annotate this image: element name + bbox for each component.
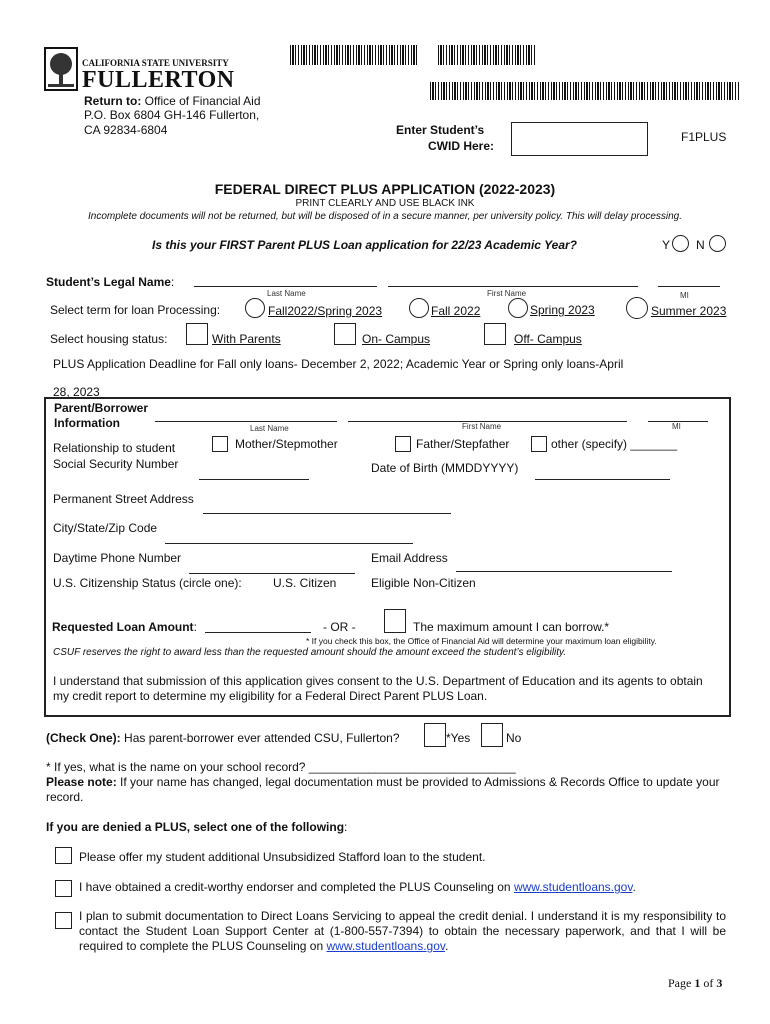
parent-title-2: Information [54, 416, 120, 430]
relationship-checkbox-father[interactable] [395, 436, 411, 452]
loan-amount-field[interactable] [205, 632, 311, 633]
attended-label-bold: (Check One): [46, 731, 121, 745]
return-to-value: Office of Financial Aid [144, 94, 261, 108]
dob-label: Date of Birth (MMDDYYYY) [371, 461, 519, 475]
barcode-top-left [290, 45, 418, 65]
email-field[interactable] [456, 571, 672, 572]
city-label: City/State/Zip Code [53, 521, 158, 535]
parent-last-name-caption: Last Name [250, 424, 289, 433]
cwid-input[interactable] [511, 122, 648, 156]
term-fall-label: Fall 2022 [431, 304, 481, 318]
attended-question [46, 731, 400, 745]
student-mi-field[interactable] [658, 286, 720, 287]
citizenship-us-citizen[interactable]: U.S. Citizen [273, 576, 337, 590]
loan-amount-label [52, 620, 197, 634]
name-change-note [46, 775, 736, 805]
consent-text: I understand that submission of this application gives consent to the U.S. Department of Education and its agents to obtain my credit report to determine my eligibility for a Federal Direct Parent PLUS Loan. [53, 674, 703, 703]
housing-checkbox-with-parents[interactable] [186, 323, 208, 345]
school-record-question: * If yes, what is the name on your school record? _______________________________ [46, 760, 516, 774]
term-fall-spring-label: Fall2022/Spring 2023 [268, 304, 383, 318]
denied-option3-checkbox[interactable] [55, 912, 72, 929]
email-label: Email Address [371, 551, 448, 565]
ssn-label: Social Security Number [53, 457, 179, 471]
street-label: Permanent Street Address [53, 492, 194, 506]
max-amount-checkbox[interactable] [384, 609, 406, 633]
csuf-logo [44, 45, 235, 93]
denied-heading-colon: : [344, 820, 348, 834]
denied-option2-checkbox[interactable] [55, 880, 72, 897]
deadline-line1: PLUS Application Deadline for Fall only loans- December 2, 2022; Academic Year or Spring only loans-April [53, 357, 624, 371]
name-change-note-rest: If your name has changed, legal documentation must be provided to Admissions & Records Office to update your record. [46, 775, 720, 804]
relationship-mother-label: Mother/Stepmother [235, 437, 338, 451]
denied-heading [46, 820, 347, 834]
denied-option1-label: Please offer my student additional Unsubsidized Stafford loan to the student. [79, 850, 486, 864]
citizenship-eligible-non-citizen[interactable]: Eligible Non-Citizen [371, 576, 476, 590]
dob-field[interactable] [535, 479, 670, 480]
page-current: 1 [694, 976, 701, 990]
barcode-top-right [438, 45, 536, 65]
term-summer-label: Summer 2023 [651, 304, 727, 318]
housing-label: Select housing status: [50, 332, 168, 346]
denied-option2-end: . [632, 880, 636, 894]
student-name-colon: : [170, 275, 175, 289]
denied-option3-end: . [445, 939, 449, 953]
relationship-other-label: other (specify) _______ [551, 437, 678, 451]
term-radio-spring[interactable] [508, 298, 528, 318]
studentloans-link-1[interactable]: www.studentloans.gov [513, 880, 633, 894]
attended-no-label: No [506, 731, 522, 745]
relationship-father-label: Father/Stepfather [416, 437, 510, 451]
housing-checkbox-on-campus[interactable] [334, 323, 356, 345]
parent-last-name-field[interactable] [155, 421, 337, 422]
denied-option3-text: I plan to submit documentation to Direct Loans Servicing to appeal the credit denial. I understand it is my responsibility to contact the Student Loan Support Center at (1-800-557-7394) to obtain the necessary paperwork, and that I will be required to complete the PLUS Counseling on [79, 909, 726, 953]
relationship-checkbox-other[interactable] [531, 436, 547, 452]
form-code: F1PLUS [681, 130, 727, 144]
student-last-name-field[interactable] [194, 286, 377, 287]
barcode-long [430, 82, 740, 100]
denied-option2-label [79, 880, 636, 894]
attended-no-checkbox[interactable] [481, 723, 503, 747]
page-total: 3 [716, 976, 723, 990]
first-yes-radio[interactable] [672, 235, 689, 252]
denied-option1-checkbox[interactable] [55, 847, 72, 864]
first-no-label: N [696, 238, 705, 252]
return-to-label: Return to: [84, 94, 142, 108]
return-to [84, 94, 261, 108]
form-title: FEDERAL DIRECT PLUS APPLICATION (2022-2023) [214, 181, 556, 197]
page-prefix: Page [668, 976, 692, 990]
city-field[interactable] [165, 543, 413, 544]
student-first-name-caption: First Name [487, 289, 527, 298]
attended-yes-label: *Yes [446, 731, 471, 745]
housing-checkbox-off-campus[interactable] [484, 323, 506, 345]
parent-title-1: Parent/Borrower [54, 401, 149, 415]
cwid-label-2: CWID Here: [428, 139, 495, 153]
housing-off-campus-label: Off- Campus [514, 332, 582, 346]
parent-first-name-caption: First Name [462, 422, 502, 431]
housing-with-parents-label: With Parents [212, 332, 281, 346]
term-radio-fall-spring[interactable] [245, 298, 265, 318]
student-first-name-field[interactable] [388, 286, 638, 287]
attended-yes-checkbox[interactable] [424, 723, 446, 747]
denied-option2-text: I have obtained a credit-worthy endorser and completed the PLUS Counseling on [79, 880, 511, 894]
phone-field[interactable] [189, 573, 355, 574]
university-small: CALIFORNIA STATE UNIVERSITY [82, 58, 229, 68]
tree-seal-icon [44, 47, 78, 91]
reserve-note: CSUF reserves the right to award less than the requested amount should the amount exceed the student’s eligibility. [53, 647, 567, 658]
max-amount-label: The maximum amount I can borrow.* [413, 620, 610, 634]
term-radio-summer[interactable] [626, 297, 648, 319]
cwid-label-1: Enter Student’s [396, 123, 485, 137]
denied-option3-label [79, 909, 726, 954]
page-of: of [703, 976, 714, 990]
street-field[interactable] [203, 513, 451, 514]
first-plus-question: Is this your FIRST Parent PLUS Loan application for 22/23 Academic Year? [152, 238, 578, 252]
term-radio-fall[interactable] [409, 298, 429, 318]
studentloans-link-2[interactable]: www.studentloans.gov [326, 939, 446, 953]
deadline-line2: 28, 2023 [53, 385, 100, 399]
term-spring-label: Spring 2023 [530, 303, 595, 317]
page-number [668, 976, 722, 991]
form-subtitle: PRINT CLEARLY AND USE BLACK INK [295, 198, 475, 209]
ssn-field[interactable] [199, 479, 309, 480]
relationship-label: Relationship to student [53, 441, 176, 455]
citizenship-label: U.S. Citizenship Status (circle one): [53, 576, 242, 590]
loan-amount-colon: : [193, 620, 197, 634]
parent-mi-caption: MI [672, 422, 681, 431]
first-no-radio[interactable] [709, 235, 726, 252]
loan-amount-label-text: Requested Loan Amount [52, 620, 194, 634]
student-name-label-text: Student’s Legal Name [46, 275, 171, 289]
first-yes-label: Y [662, 238, 671, 252]
phone-label: Daytime Phone Number [53, 551, 182, 565]
student-last-name-caption: Last Name [267, 289, 306, 298]
address-line2: CA 92834-6804 [84, 123, 168, 137]
relationship-checkbox-mother[interactable] [212, 436, 228, 452]
housing-on-campus-label: On- Campus [362, 332, 431, 346]
student-name-label [46, 275, 174, 289]
address-line1: P.O. Box 6804 GH-146 Fullerton, [84, 108, 260, 122]
term-label: Select term for loan Processing: [50, 303, 221, 317]
name-change-note-bold: Please note: [46, 775, 117, 789]
or-text: - OR - [323, 620, 356, 634]
student-mi-caption: MI [680, 291, 689, 300]
max-amount-note: * If you check this box, the Office of Financial Aid will determine your maximum loan eligibility. [306, 636, 657, 646]
denied-heading-text: If you are denied a PLUS, select one of the following [46, 820, 345, 834]
university-big: FULLERTON [82, 67, 235, 93]
attended-label-rest: Has parent-borrower ever attended CSU, Fullerton? [124, 731, 400, 745]
form-warning: Incomplete documents will not be returned, but will be disposed of in a secure manner, per university policy. This will delay processing. [88, 211, 682, 222]
